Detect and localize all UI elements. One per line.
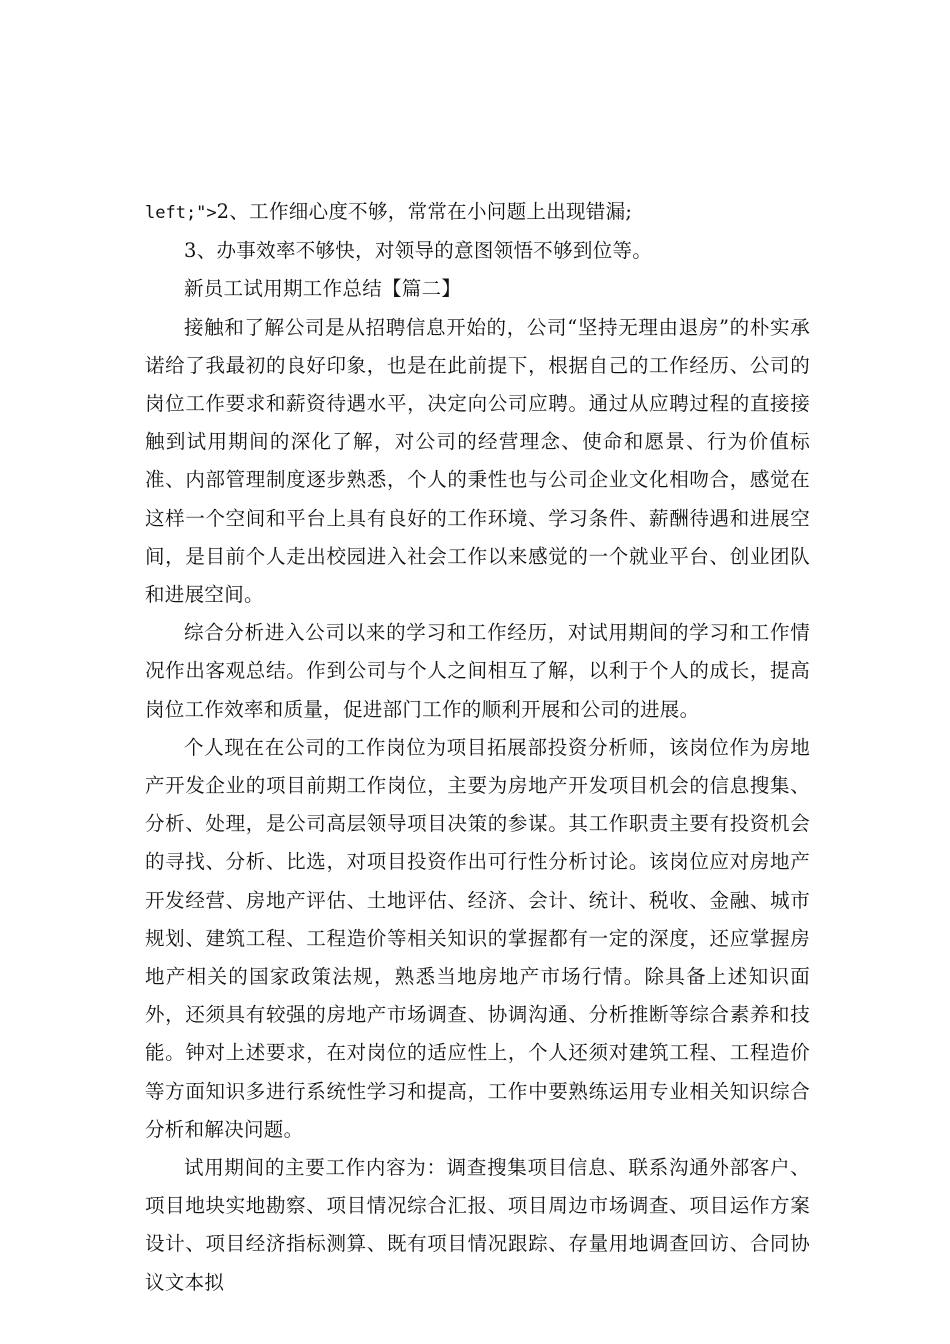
paragraph-company-impression: 接触和了解公司是从招聘信息开始的，公司“坚持无理由退房”的朴实承诺给了我最初的良好印象，也是在此前提下，根据自己的工作经历、公司的岗位工作要求和薪资待遇水平，决定向公司应聘。通过从应聘过程的直接接触到试用期间的深化了解，对公司的经营理念、使命和愿景、行为价值标准、内部管理制度逐步熟悉，个人的秉性也与公司企业文化相吻合，感觉在这样一个空间和平台上具有良好的工作环境、学习条件、薪酬待遇和进展空间，是目前个人走出校园进入社会工作以来感觉的一个就业平台、创业团队和进展空间。 <box>145 315 810 607</box>
paragraph-work-content: 试用期间的主要工作内容为：调查搜集项目信息、联系沟通外部客户、项目地块实地勘察、项目情况综合汇报、项目周边市场调查、项目运作方案设计、项目经济指标测算、既有项目情况跟踪、存量用地调查回访、合同协议文本拟 <box>145 1156 810 1294</box>
paragraph-item-3: 3、办事效率不够快，对领导的意图领悟不够到位等。 <box>184 239 653 263</box>
section-heading: 新员工试用期工作总结【篇二】 <box>184 277 462 301</box>
paragraph-job-position: 个人现在在公司的工作岗位为项目拓展部投资分析师，该岗位作为房地产开发企业的项目前期工作岗位，主要为房地产开发项目机会的信息搜集、分析、处理，是公司高层领导项目决策的参谋。其工作职责主要有投资机会的寻找、分析、比选，对项目投资作出可行性分析讨论。该岗位应对房地产开发经营、房地产评估、土地评估、经济、会计、统计、税收、金融、城市规划、建筑工程、工程造价等相关知识的掌握都有一定的深度，还应掌握房地产相关的国家政策法规，熟悉当地房地产市场行情。除具备上述知识面外，还须具有较强的房地产市场调查、协调沟通、分析推断等综合素养和技能。钟对上述要求，在对岗位的适应性上，个人还须对建筑工程、工程造价等方面知识多进行系统性学习和提高，工作中要熟练运用专业相关知识综合分析和解决问题。 <box>145 735 810 1141</box>
paragraph-summary-intro: 综合分析进入公司以来的学习和工作经历，对试用期间的学习和工作情况作出客观总结。作到公司与个人之间相互了解，以利于个人的成长，提高岗位工作效率和质量，促进部门工作的顺利开展和公司的进展。 <box>145 621 810 721</box>
html-fragment-text: left;"> <box>145 203 217 223</box>
paragraph-item-2 <box>145 193 810 232</box>
document-body <box>145 193 810 1302</box>
paragraph-text: 2、工作细心度不够，常常在小问题上出现错漏; <box>216 200 633 223</box>
